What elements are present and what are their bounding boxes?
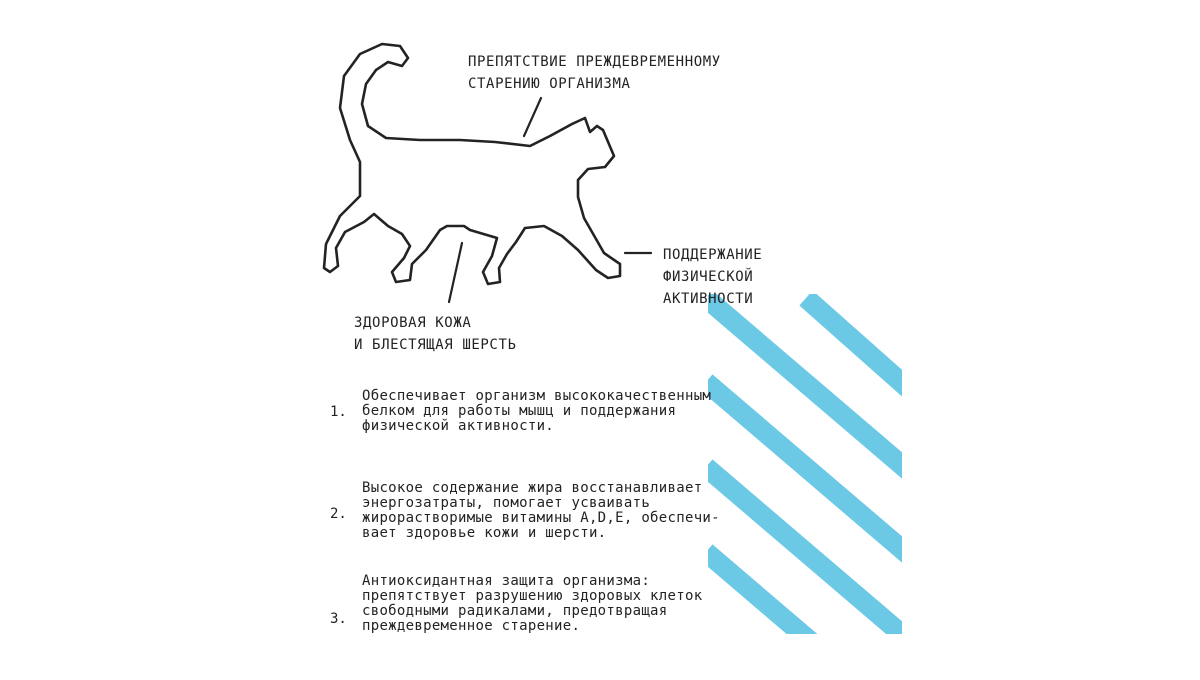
stripe: [706, 382, 912, 558]
decorative-stripes: [706, 298, 912, 680]
callout-activity-line-1: ПОДДЕРЖАНИЕ: [663, 247, 763, 263]
callout-skin: [354, 312, 517, 356]
benefit-number: 2.: [330, 506, 347, 522]
callout-aging-line-1: ПРЕПЯТСТВИЕ ПРЕЖДЕВРЕМЕННОМУ: [468, 54, 721, 70]
benefit-line: Обеспечивает организм высококачественным: [362, 388, 712, 404]
callout-activity-line-2: ФИЗИЧЕСКОЙ: [663, 269, 754, 285]
leader-line-skin: [449, 243, 462, 302]
callout-activity: [663, 244, 762, 310]
benefit-line: энергозатраты, помогает усваивать: [362, 495, 651, 511]
benefit-line: препятствует разрушению здоровых клеток: [362, 588, 703, 604]
stripe: [806, 298, 912, 392]
benefit-text: [362, 389, 711, 434]
benefit-text: [362, 481, 720, 541]
benefit-number: 3.: [330, 611, 347, 627]
callout-skin-line-1: ЗДОРОВАЯ КОЖА: [354, 315, 472, 331]
benefit-line: жирорастворимые витамины A,D,E, обеспечи-: [362, 510, 720, 526]
callout-aging-line-2: СТАРЕНИЮ ОРГАНИЗМА: [468, 76, 631, 92]
benefit-line: Антиоксидантная защита организма:: [362, 573, 651, 589]
benefit-line: свободными радикалами, предотвращая: [362, 603, 668, 619]
benefit-text: [362, 574, 702, 634]
stripe: [706, 467, 912, 643]
benefit-line: физической активности.: [362, 418, 555, 434]
benefit-line: вает здоровье кожи и шерсти.: [362, 525, 607, 541]
callout-activity-line-3: АКТИВНОСТИ: [663, 291, 754, 307]
leader-line-aging: [524, 98, 541, 136]
stripe: [706, 298, 912, 474]
benefit-line: преждевременное старение.: [362, 618, 581, 634]
benefit-number: 1.: [330, 404, 347, 420]
callout-skin-line-2: И БЛЕСТЯЩАЯ ШЕРСТЬ: [354, 337, 517, 353]
benefit-line: белком для работы мышц и поддержания: [362, 403, 677, 419]
callout-aging: [468, 51, 721, 95]
benefit-line: Высокое содержание жира восстанавливает: [362, 480, 703, 496]
